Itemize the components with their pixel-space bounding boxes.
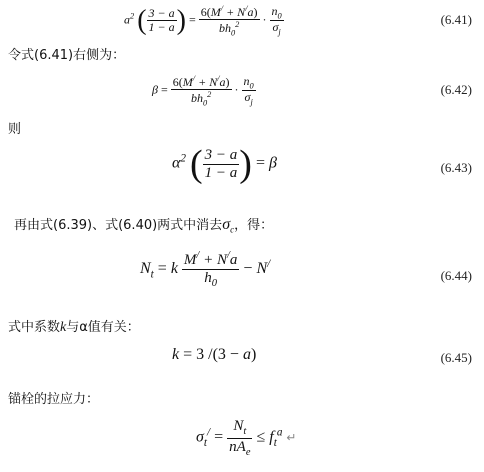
equation-number: (6.42) [440, 82, 472, 97]
equation-number: (6.43) [440, 160, 472, 175]
equation-6-41-body: $a^2$ ( $\frac{3 - a}{1 - a}$ ) = $\frac{6(M^/ + N^/a)}{bh_0^2}$ · $\frac{n_0}{\sigma_j}$ [124, 3, 282, 38]
equation-6-43 [0, 142, 484, 192]
equation-anchor-stress-body: $\sigma_t^/$ = $\frac{N_t}{nA_e}$ ≤ $f_t^a$ ↵ [196, 418, 297, 458]
equation-6-42-body: β = $\frac{6(M^/ + N^/a)}{bh_0^2}$ · $\frac{n_0}{\sigma_j}$ [152, 73, 254, 108]
return-mark-icon: ↵ [286, 430, 297, 445]
equation-anchor-stress [0, 418, 484, 470]
equation-6-44 [0, 250, 484, 300]
paragraph-text: 令式(6.41)右侧为： [8, 48, 126, 63]
alpha-symbol: a [124, 12, 130, 27]
equation-6-44-body: $N_t = k$ $\frac{M^/ + N^/a}{h_0}$ − N/ [140, 250, 271, 289]
equation-6-42 [0, 68, 484, 110]
equation-number: (6.45) [440, 350, 472, 365]
paragraph-text: 再由式(6.39)、式(6.40)两式中消去$\sigma_c$，得： [14, 216, 274, 235]
equation-number: (6.44) [440, 268, 472, 283]
beta-symbol: β [152, 82, 158, 97]
equation-number: (6.41) [440, 12, 472, 27]
equation-6-43-body: $\alpha^2$ ( $\frac{3 - a}{1 - a}$ ) = β [172, 143, 277, 185]
paragraph-text: 锚栓的拉应力： [8, 392, 100, 407]
equation-6-45 [0, 344, 484, 372]
paragraph-text: 则 [8, 122, 22, 137]
equation-6-45-body: k = 3 /(3 − a) [172, 346, 257, 363]
equation-6-41 [0, 4, 484, 44]
paragraph-text: 式中系数k与α值有关： [8, 320, 140, 335]
